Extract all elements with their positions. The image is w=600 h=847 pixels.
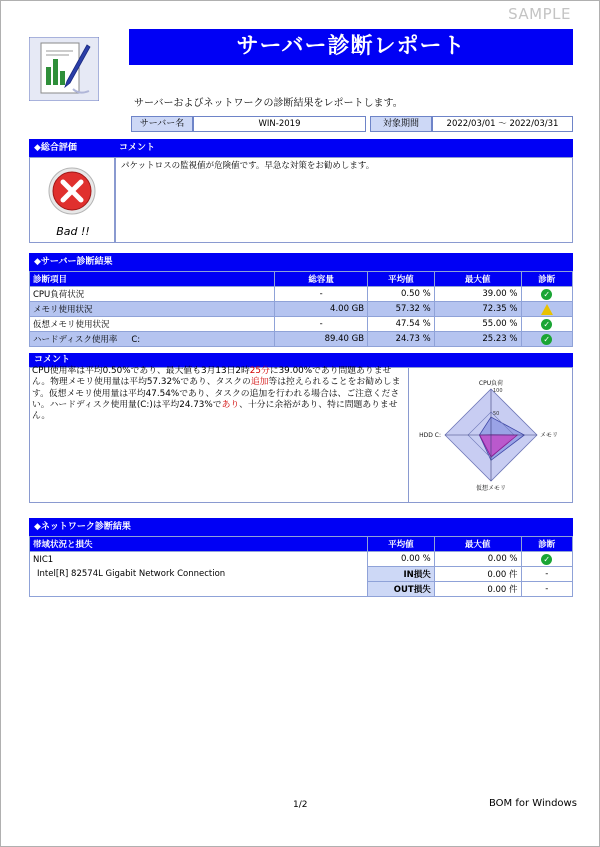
table-row [30, 552, 573, 567]
network-section-title: ◆ネットワーク診断結果 [34, 522, 131, 532]
table-row [30, 302, 573, 317]
net-col-bandwidth: 帯域状況と損失 [30, 537, 368, 552]
row-item: CPU負荷状況 [30, 287, 275, 302]
server-section-header [29, 253, 573, 271]
server-diag-table [29, 271, 573, 347]
server-comment-header [29, 353, 573, 367]
nic-description: Intel[R] 82574L Gigabit Network Connection [37, 569, 226, 579]
col-total: 総容量 [275, 272, 368, 287]
col-max: 最大値 [434, 272, 521, 287]
row-max: 39.00 % [434, 287, 521, 302]
table-row [30, 332, 573, 347]
row-item: ハードディスク使用率 [33, 335, 118, 345]
overall-section-header [29, 139, 573, 157]
page-number: 1/2 [293, 800, 308, 810]
footer-brand: BOM for Windows [489, 798, 577, 809]
server-name-value: WIN-2019 [193, 116, 366, 132]
net-col-status: 診断 [521, 537, 572, 552]
overall-comment-text: パケットロスの監視値が危険値です。早急な対策をお勧めします。 [121, 161, 375, 171]
in-loss-label: IN損失 [368, 567, 435, 582]
table-row [30, 317, 573, 332]
net-col-avg: 平均値 [368, 537, 435, 552]
in-loss-status: - [521, 567, 572, 582]
server-section-title: ◆サーバー診断結果 [34, 257, 113, 267]
row-avg: 47.54 % [368, 317, 435, 332]
report-subtitle: サーバーおよびネットワークの診断結果をレポートします。 [134, 98, 403, 109]
network-diag-table [29, 536, 573, 597]
overall-rating-box [29, 157, 115, 243]
row-item: メモリ使用状況 [30, 302, 275, 317]
radar-ring-label: 100 [493, 388, 503, 394]
row-max: 25.23 % [434, 332, 521, 347]
radar-ring-label: 50 [493, 411, 500, 417]
warning-triangle-icon [541, 304, 553, 315]
row-drive: C: [131, 335, 141, 345]
radar-axis-label: 仮想メモリ [475, 485, 507, 492]
out-loss-value: 0.00 件 [434, 582, 521, 597]
server-table-header [30, 272, 573, 287]
server-name-label: サーバー名 [131, 116, 193, 132]
col-avg: 平均値 [368, 272, 435, 287]
overall-comment-header: コメント [119, 143, 156, 153]
out-loss-status: - [521, 582, 572, 597]
radar-chart [413, 373, 569, 497]
col-item: 診断項目 [30, 272, 275, 287]
ok-check-icon: ✓ [541, 289, 552, 300]
overall-rating-text: Bad !! [56, 225, 90, 238]
row-total: - [275, 317, 368, 332]
bandwidth-avg: 0.00 % [368, 552, 435, 567]
period-value: 2022/03/01 ～ 2022/03/31 [432, 116, 573, 132]
radar-axis-label: CPU負荷 [478, 380, 504, 387]
row-max: 72.35 % [434, 302, 521, 317]
bandwidth-max: 0.00 % [434, 552, 521, 567]
row-total: 4.00 GB [275, 302, 368, 317]
row-avg: 57.32 % [368, 302, 435, 317]
table-row [30, 287, 573, 302]
report-document-icon [29, 37, 99, 101]
sample-watermark: SAMPLE [508, 5, 571, 23]
network-table-header [30, 537, 573, 552]
col-status: 診断 [521, 272, 573, 287]
overall-section-title: ◆総合評価 [34, 143, 77, 153]
report-title: サーバー診断レポート [129, 29, 573, 65]
ok-check-icon: ✓ [541, 554, 552, 565]
row-item: 仮想メモリ使用状況 [30, 317, 275, 332]
row-total: 89.40 GB [275, 332, 368, 347]
row-total: - [275, 287, 368, 302]
error-x-icon [47, 166, 97, 216]
net-col-max: 最大値 [434, 537, 521, 552]
ok-check-icon: ✓ [541, 319, 552, 330]
row-max: 55.00 % [434, 317, 521, 332]
period-label: 対象期間 [370, 116, 432, 132]
overall-comment-box [115, 157, 573, 243]
server-comment-text: CPU使用率は平均0.50%であり、最大値も3月13日2時25分に39.00%であり問題ありません。物理メモリ使用量は平均57.32%であり、タスクの追加等は控えられることをお勧めします。仮想メモリ使用量は平均47.54%であり、タスクの追加を行われる場合は、ご注意ください。ハードディスク使用量(C:)は平均24.73%であり、十分に余裕があり、特に問題ありません。 [32, 366, 401, 422]
radar-axis-label: メモリ [540, 432, 559, 439]
row-avg: 0.50 % [368, 287, 435, 302]
server-comment-title: コメント [34, 355, 71, 365]
out-loss-label: OUT損失 [368, 582, 435, 597]
in-loss-value: 0.00 件 [434, 567, 521, 582]
row-avg: 24.73 % [368, 332, 435, 347]
ok-check-icon: ✓ [541, 334, 552, 345]
nic-name: NIC1 [33, 555, 54, 565]
network-section-header [29, 518, 573, 536]
radar-axis-label: HDD C: [419, 432, 441, 439]
